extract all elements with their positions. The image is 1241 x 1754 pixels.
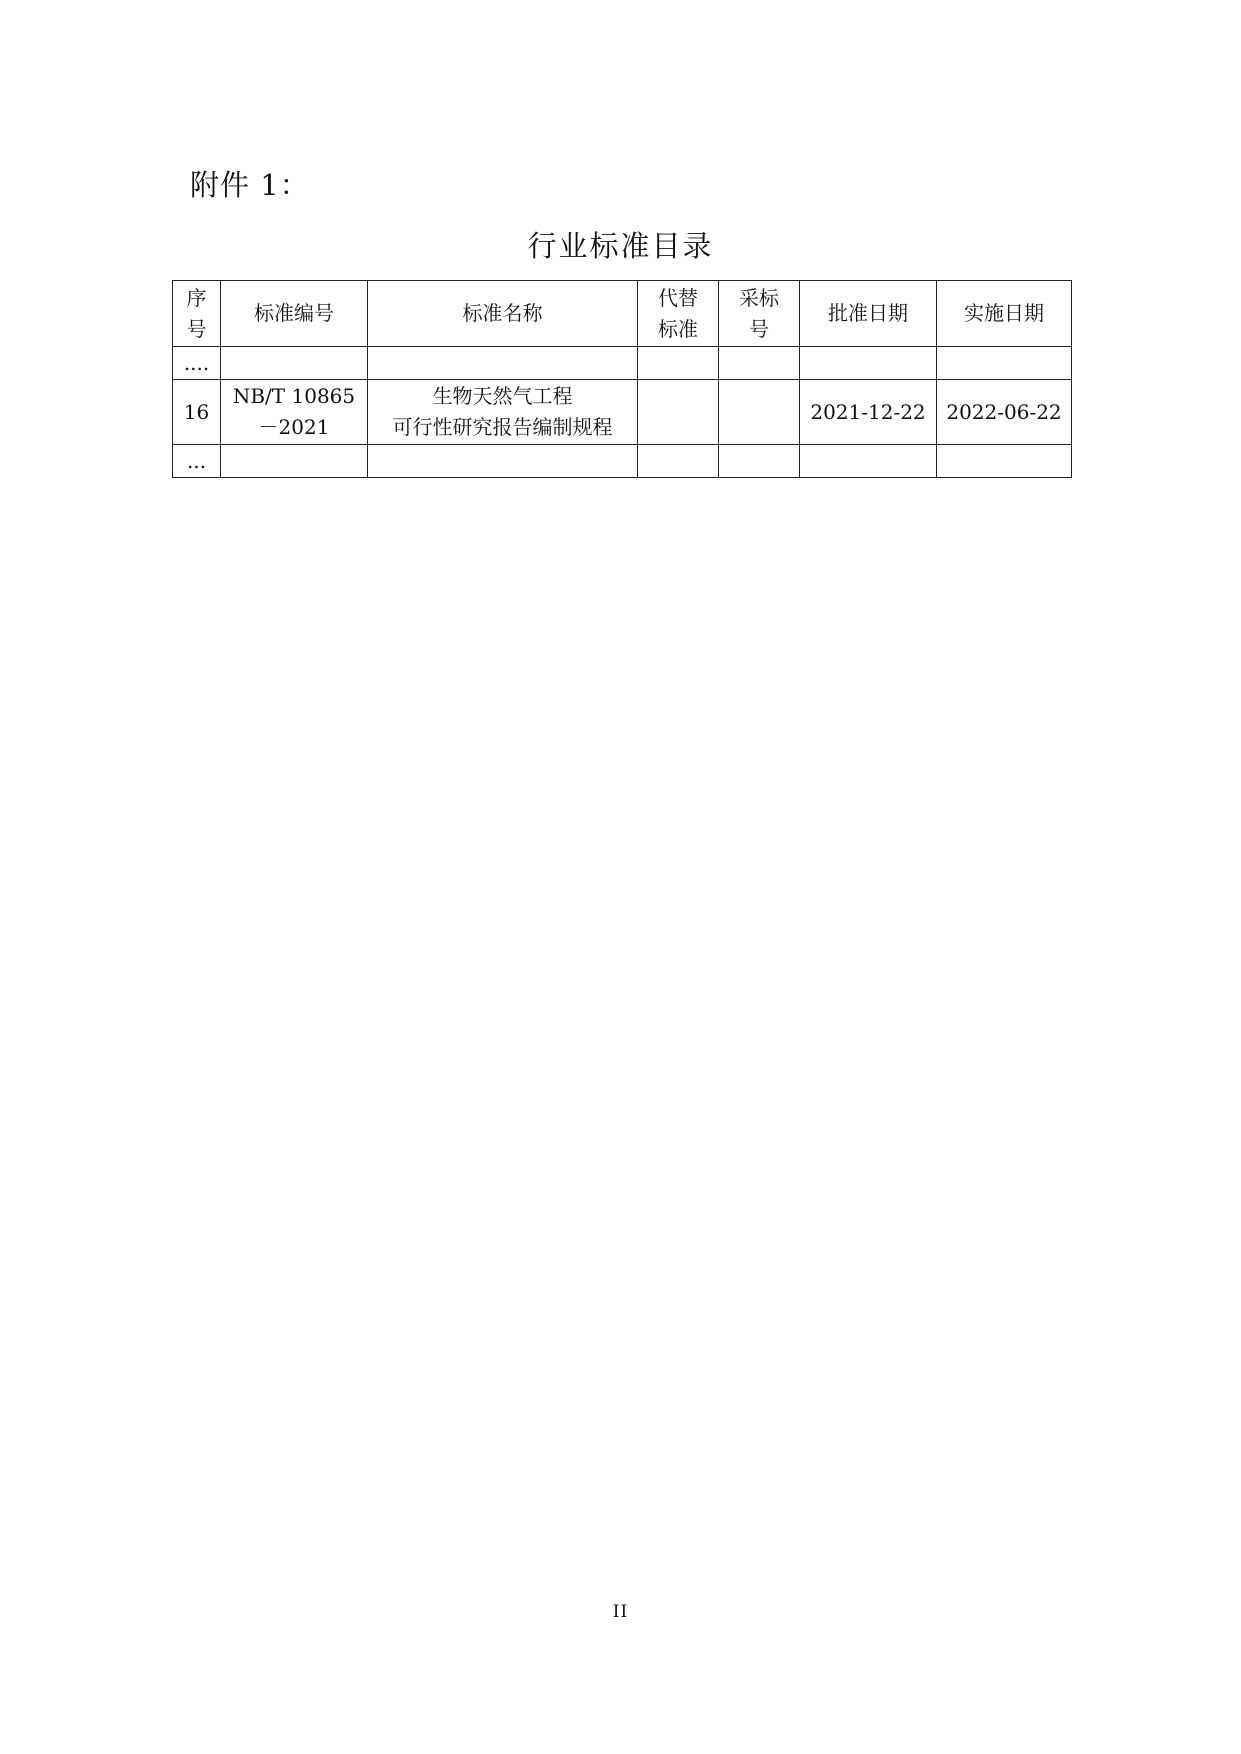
cell-approval-date <box>800 445 937 478</box>
header-effective-date: 实施日期 <box>937 281 1072 347</box>
table-row <box>173 380 1072 445</box>
cell-name <box>368 347 638 380</box>
header-replaces: 代替 标准 <box>638 281 719 347</box>
header-seq: 序 号 <box>173 281 221 347</box>
cell-replaces <box>638 347 719 380</box>
header-adopted-standard: 采标 号 <box>719 281 800 347</box>
table-row <box>173 347 1072 380</box>
table-header-row <box>173 281 1072 347</box>
cell-seq: ... <box>173 445 221 478</box>
attachment-label: 附件 1： <box>190 168 310 202</box>
cell-adopted <box>719 347 800 380</box>
standards-table <box>172 280 1072 478</box>
cell-replaces <box>638 380 719 445</box>
cell-name: 生物天然气工程 可行性研究报告编制规程 <box>368 380 638 445</box>
cell-effective-date: 2022-06-22 <box>937 380 1072 445</box>
cell-adopted <box>719 380 800 445</box>
cell-seq: 16 <box>173 380 221 445</box>
cell-approval-date <box>800 347 937 380</box>
table-row <box>173 445 1072 478</box>
cell-approval-date: 2021-12-22 <box>800 380 937 445</box>
page-number: II <box>612 1602 629 1622</box>
cell-effective-date <box>937 445 1072 478</box>
cell-seq: .... <box>173 347 221 380</box>
header-standard-name: 标准名称 <box>368 281 638 347</box>
cell-name <box>368 445 638 478</box>
cell-effective-date <box>937 347 1072 380</box>
cell-adopted <box>719 445 800 478</box>
page-title: 行业标准目录 <box>527 229 714 263</box>
header-approval-date: 批准日期 <box>800 281 937 347</box>
cell-code: NB/T 10865 －2021 <box>221 380 368 445</box>
header-standard-code: 标准编号 <box>221 281 368 347</box>
cell-code <box>221 347 368 380</box>
cell-replaces <box>638 445 719 478</box>
cell-code <box>221 445 368 478</box>
